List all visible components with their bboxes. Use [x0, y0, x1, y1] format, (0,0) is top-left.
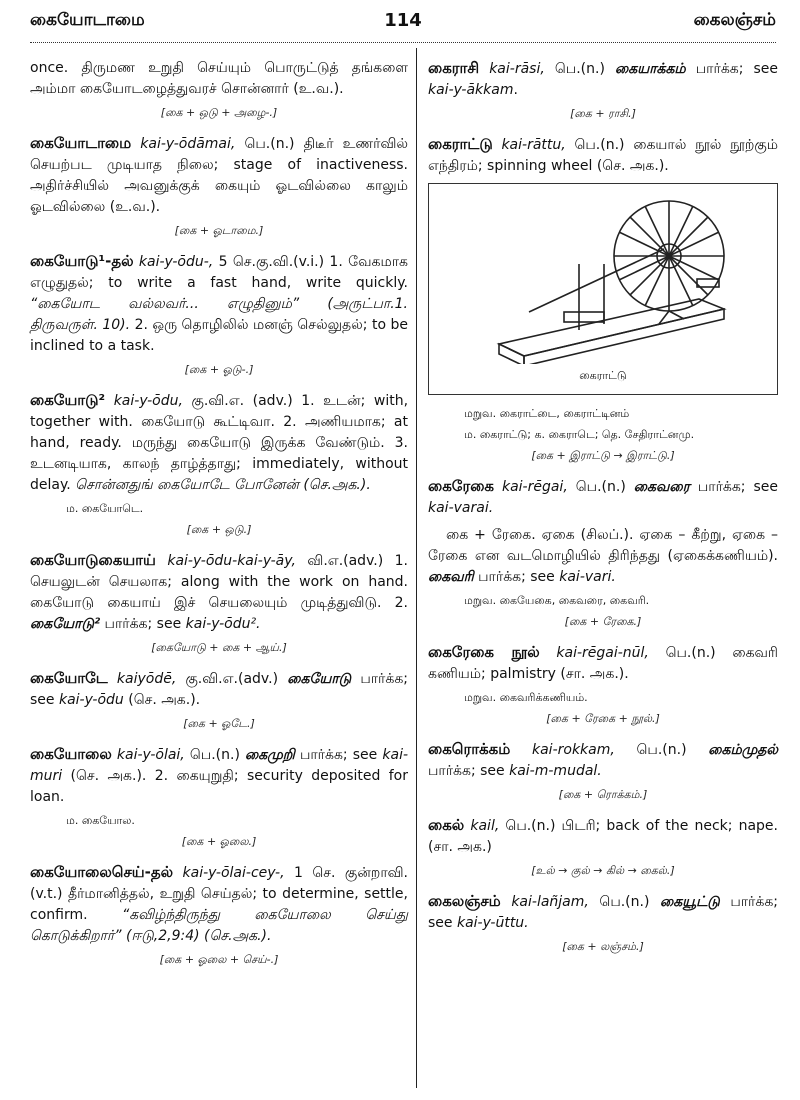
transliteration: kai-y-ōlai, [116, 747, 185, 763]
headword: கையோடு² [30, 391, 106, 409]
headword: கைல் [428, 816, 465, 834]
headword: கைராட்டு [428, 135, 493, 153]
note-text: பார்க்க; see [478, 569, 555, 585]
etymology: [உல் → குல் → கில் → கைல்.] [531, 864, 675, 877]
entry-body: வி.எ.(adv.) 1. செயலுடன் செயலாக; along with the work on hand. கையோடு கையாய் இச் செயலையும் முடித்துவிடு. 2. [30, 553, 409, 611]
etymology: [கையோடு + கை + ஆய்.] [151, 641, 287, 654]
cross-reference: கைமுறி [245, 747, 295, 763]
entry-body: பெ.(n.) [599, 894, 650, 910]
etymology: [கை + ஓலை + செய்-.] [159, 953, 279, 966]
cognates: ம. கையோல. [66, 814, 135, 827]
headword: கைரேகை [428, 477, 494, 495]
etymology: [கை + ஒடு + அழை-.] [160, 106, 278, 119]
transliteration: kai-y-ōdu-kai-y-āy, [167, 553, 296, 569]
headword: கைரொக்கம் [428, 740, 511, 758]
entry-body: 1 செ. குன்றாவி.(v.t.) தீர்மானித்தல், உறுதி செய்தல்; to determine, settle, confirm. [30, 865, 409, 923]
entry-body: பெ.(n.) கையால் நூல் நூற்கும் எந்திரம்; spinning wheel (செ. அக.). [428, 137, 779, 174]
etymology: [கை + ரேகை + நூல்.] [546, 712, 660, 725]
entry-body: 2. ஒரு தொழிலில் மனஞ் செல்லுதல்; to be inclined to a task. [30, 317, 408, 354]
transliteration: kai-rēgai-nūl, [556, 645, 649, 661]
entry-body: பெ.(n.) பிடரி; back of the neck; nape. (சா. அக.) [428, 818, 778, 855]
headword: கையோலை [30, 745, 112, 763]
cross-reference: கைவரை [633, 479, 690, 495]
entry [428, 642, 778, 685]
transliteration: kai-y-ūttu. [456, 915, 529, 931]
note-text: கை + ரேகை. ஏகை (சிலப்.). ஏகை – கீற்று, ஏகை – ரேகை என வடமொழியில் திரிந்தது (ஏகைக்கணியம்). [428, 527, 778, 564]
transliteration: kai-rokkam, [532, 742, 615, 758]
headword: கைலஞ்சம் [428, 892, 501, 910]
etymology: [கை + ராசி.] [570, 107, 636, 120]
entry [428, 891, 778, 934]
headword: கையோடுகையாய் [30, 551, 156, 569]
entry [428, 58, 778, 101]
entry-body: (செ. அக.). [128, 692, 201, 708]
cross-reference: கைம்முதல் [708, 742, 778, 758]
entry-body: பார்க்க; see [299, 747, 378, 763]
etymology: [கை + இராட்டு → இராட்டு.] [531, 449, 675, 462]
entry-body: பெ.(n.) [554, 61, 605, 77]
transliteration: kai-y-ōdu, [113, 393, 183, 409]
entry-body: once. திருமண உறுதி செய்யும் பொருட்டுத் தங்களை அம்மா கையோடழைத்துவரச் சொன்னார் (உ.வ.). [30, 60, 408, 97]
cross-reference: கையூட்டு [660, 894, 720, 910]
entry [428, 739, 778, 782]
transliteration: kail, [470, 818, 500, 834]
entry-body: பார்க்க; see [695, 61, 779, 77]
entry-body: பெ.(n.) [636, 742, 687, 758]
synonyms: மறுவ. கைவரிக்கணியம். [464, 691, 588, 704]
header-right-guide-word: கைலஞ்சம் [693, 10, 776, 30]
headword: கையோடு¹-தல் [30, 252, 134, 270]
entry [428, 476, 778, 519]
synonyms: மறுவ. கையேகை, கைவரை, கைவரி. [464, 594, 650, 607]
cross-reference: கையோடு² [30, 616, 101, 632]
entry [428, 134, 778, 177]
etymology: [கை + ஓடே.] [183, 717, 255, 730]
header-rule [30, 42, 776, 43]
headword: கைராசி [428, 59, 480, 77]
right-column [428, 58, 778, 967]
entry [30, 744, 408, 808]
column-divider [416, 48, 417, 1088]
transliteration: kai-rāttu, [501, 137, 566, 153]
transliteration: kai-vari. [559, 569, 616, 585]
citation: “கவிழ்ந்திருந்து கையோலை செய்து கொடுக்கிறார்” (ஈடு,2,9:4) (செ.அக.). [30, 907, 408, 944]
etymology: [கை + ரொக்கம்.] [558, 788, 648, 801]
etymology: [கை + ரேகை.] [564, 615, 642, 628]
entry-body: பெ.(n.) [189, 747, 240, 763]
transliteration: kai-y-ōlai-cey-, [182, 865, 285, 881]
figure-caption: கைராட்டு [579, 369, 627, 382]
cross-reference: கைவரி [428, 569, 474, 585]
transliteration: kai-y-ōdāmai, [140, 136, 236, 152]
headword: கையோடே [30, 669, 108, 687]
entry-body: பார்க்க; see [104, 616, 182, 632]
entry [428, 815, 778, 858]
transliteration: kai-rēgai, [501, 479, 568, 495]
transliteration: kai-y-ōdu [58, 692, 124, 708]
etymology: [கை + ஓலை.] [181, 835, 257, 848]
entry-body: பார்க்க; see [428, 894, 778, 931]
cognates: ம. கைராட்டு; க. கைராடெ; தெ. சேதிராட்னமு. [464, 428, 695, 441]
transliteration: kai-y-ākkam [428, 82, 514, 98]
transliteration: kai-m-mudal. [509, 763, 602, 779]
entry [30, 133, 408, 218]
entry-body: கு.வி.எ.(adv.) [185, 671, 279, 687]
citation: “கையோட வல்லவர்... எழுதினும்” (அருட்பா.1. திருவருள். 10). [30, 296, 408, 333]
etymology: [கை + ஒடு.] [186, 523, 252, 536]
entry-body: பெ.(n.) கைவரி கணியம்; palmistry (சா. அக.). [428, 645, 779, 682]
cross-reference: கையாக்கம் [614, 61, 686, 77]
headword: கையோடாமை [30, 134, 132, 152]
cognates: ம. கையோடெ. [66, 502, 144, 515]
transliteration: kai-muri [30, 747, 409, 784]
citation: சொன்னதுங் கையோடே போனேன் (செ.அக.). [75, 477, 371, 493]
etymology: [கை + லஞ்சம்.] [562, 940, 644, 953]
synonyms: மறுவ. கைராட்டை, கைராட்டினம் [464, 407, 630, 420]
entry-body: பார்க்க; see [428, 763, 505, 779]
entry-body: பெ.(n.) [575, 479, 626, 495]
entry-note [428, 525, 778, 588]
transliteration: kai-y-ōdu-, [138, 254, 214, 270]
entry-body: பெ.(n.) திடீர் உணர்வில் செயற்பட முடியாத நிலை; stage of inactiveness. அதிர்ச்சியில் அவனுக்குக் கையும் ஓடவில்லை காலும் ஓடவில்லை (உ.வ.). [30, 136, 408, 215]
entry-body: . [513, 82, 518, 98]
transliteration: kai-y-ōdu². [185, 616, 261, 632]
etymology: [கை + ஓடாமை.] [174, 224, 264, 237]
etymology: [கை + ஓடு-.] [184, 363, 254, 376]
transliteration: kai-rāsi, [489, 61, 545, 77]
headword: கைரேகை நூல் [428, 643, 540, 661]
transliteration: kai-lañjam, [511, 894, 589, 910]
entry [30, 862, 408, 947]
entry [30, 390, 408, 496]
headword: கையோலைசெய்-தல் [30, 863, 174, 881]
cross-reference: கையோடு [287, 671, 352, 687]
entry-continuation [30, 58, 408, 100]
entry [30, 550, 408, 635]
entry-body: 5 செ.கு.வி.(v.i.) 1. வேகமாக எழுதுதல்; to write a fast hand, write quickly. [30, 254, 408, 291]
left-column [30, 58, 408, 980]
spinning-wheel-illustration [469, 194, 739, 364]
entry-body: பார்க்க; see [30, 671, 409, 708]
page-header [30, 10, 776, 44]
page-number: 114 [384, 10, 422, 31]
header-left-guide-word: கையோடாமை [30, 10, 145, 30]
transliteration: kai-varai. [428, 500, 494, 516]
entry [30, 668, 408, 711]
spinning-wheel-figure [428, 183, 778, 395]
entry-body: பார்க்க; see [697, 479, 779, 495]
transliteration: kaiyōdē, [116, 671, 177, 687]
entry-body: கு.வி.எ. (adv.) 1. உடன்; with, together with. கையோடு கூட்டிவா. 2. அணியமாக; at hand, ready. மருந்து கையோடு இருக்க வேண்டும். 3. உடனடியாக, காலந் தாழ்த்தாது; immediately, without delay. [30, 393, 409, 493]
entry [30, 251, 408, 357]
entry-body: (செ. அக.). 2. கையுறுதி; security deposited for loan. [30, 768, 408, 805]
